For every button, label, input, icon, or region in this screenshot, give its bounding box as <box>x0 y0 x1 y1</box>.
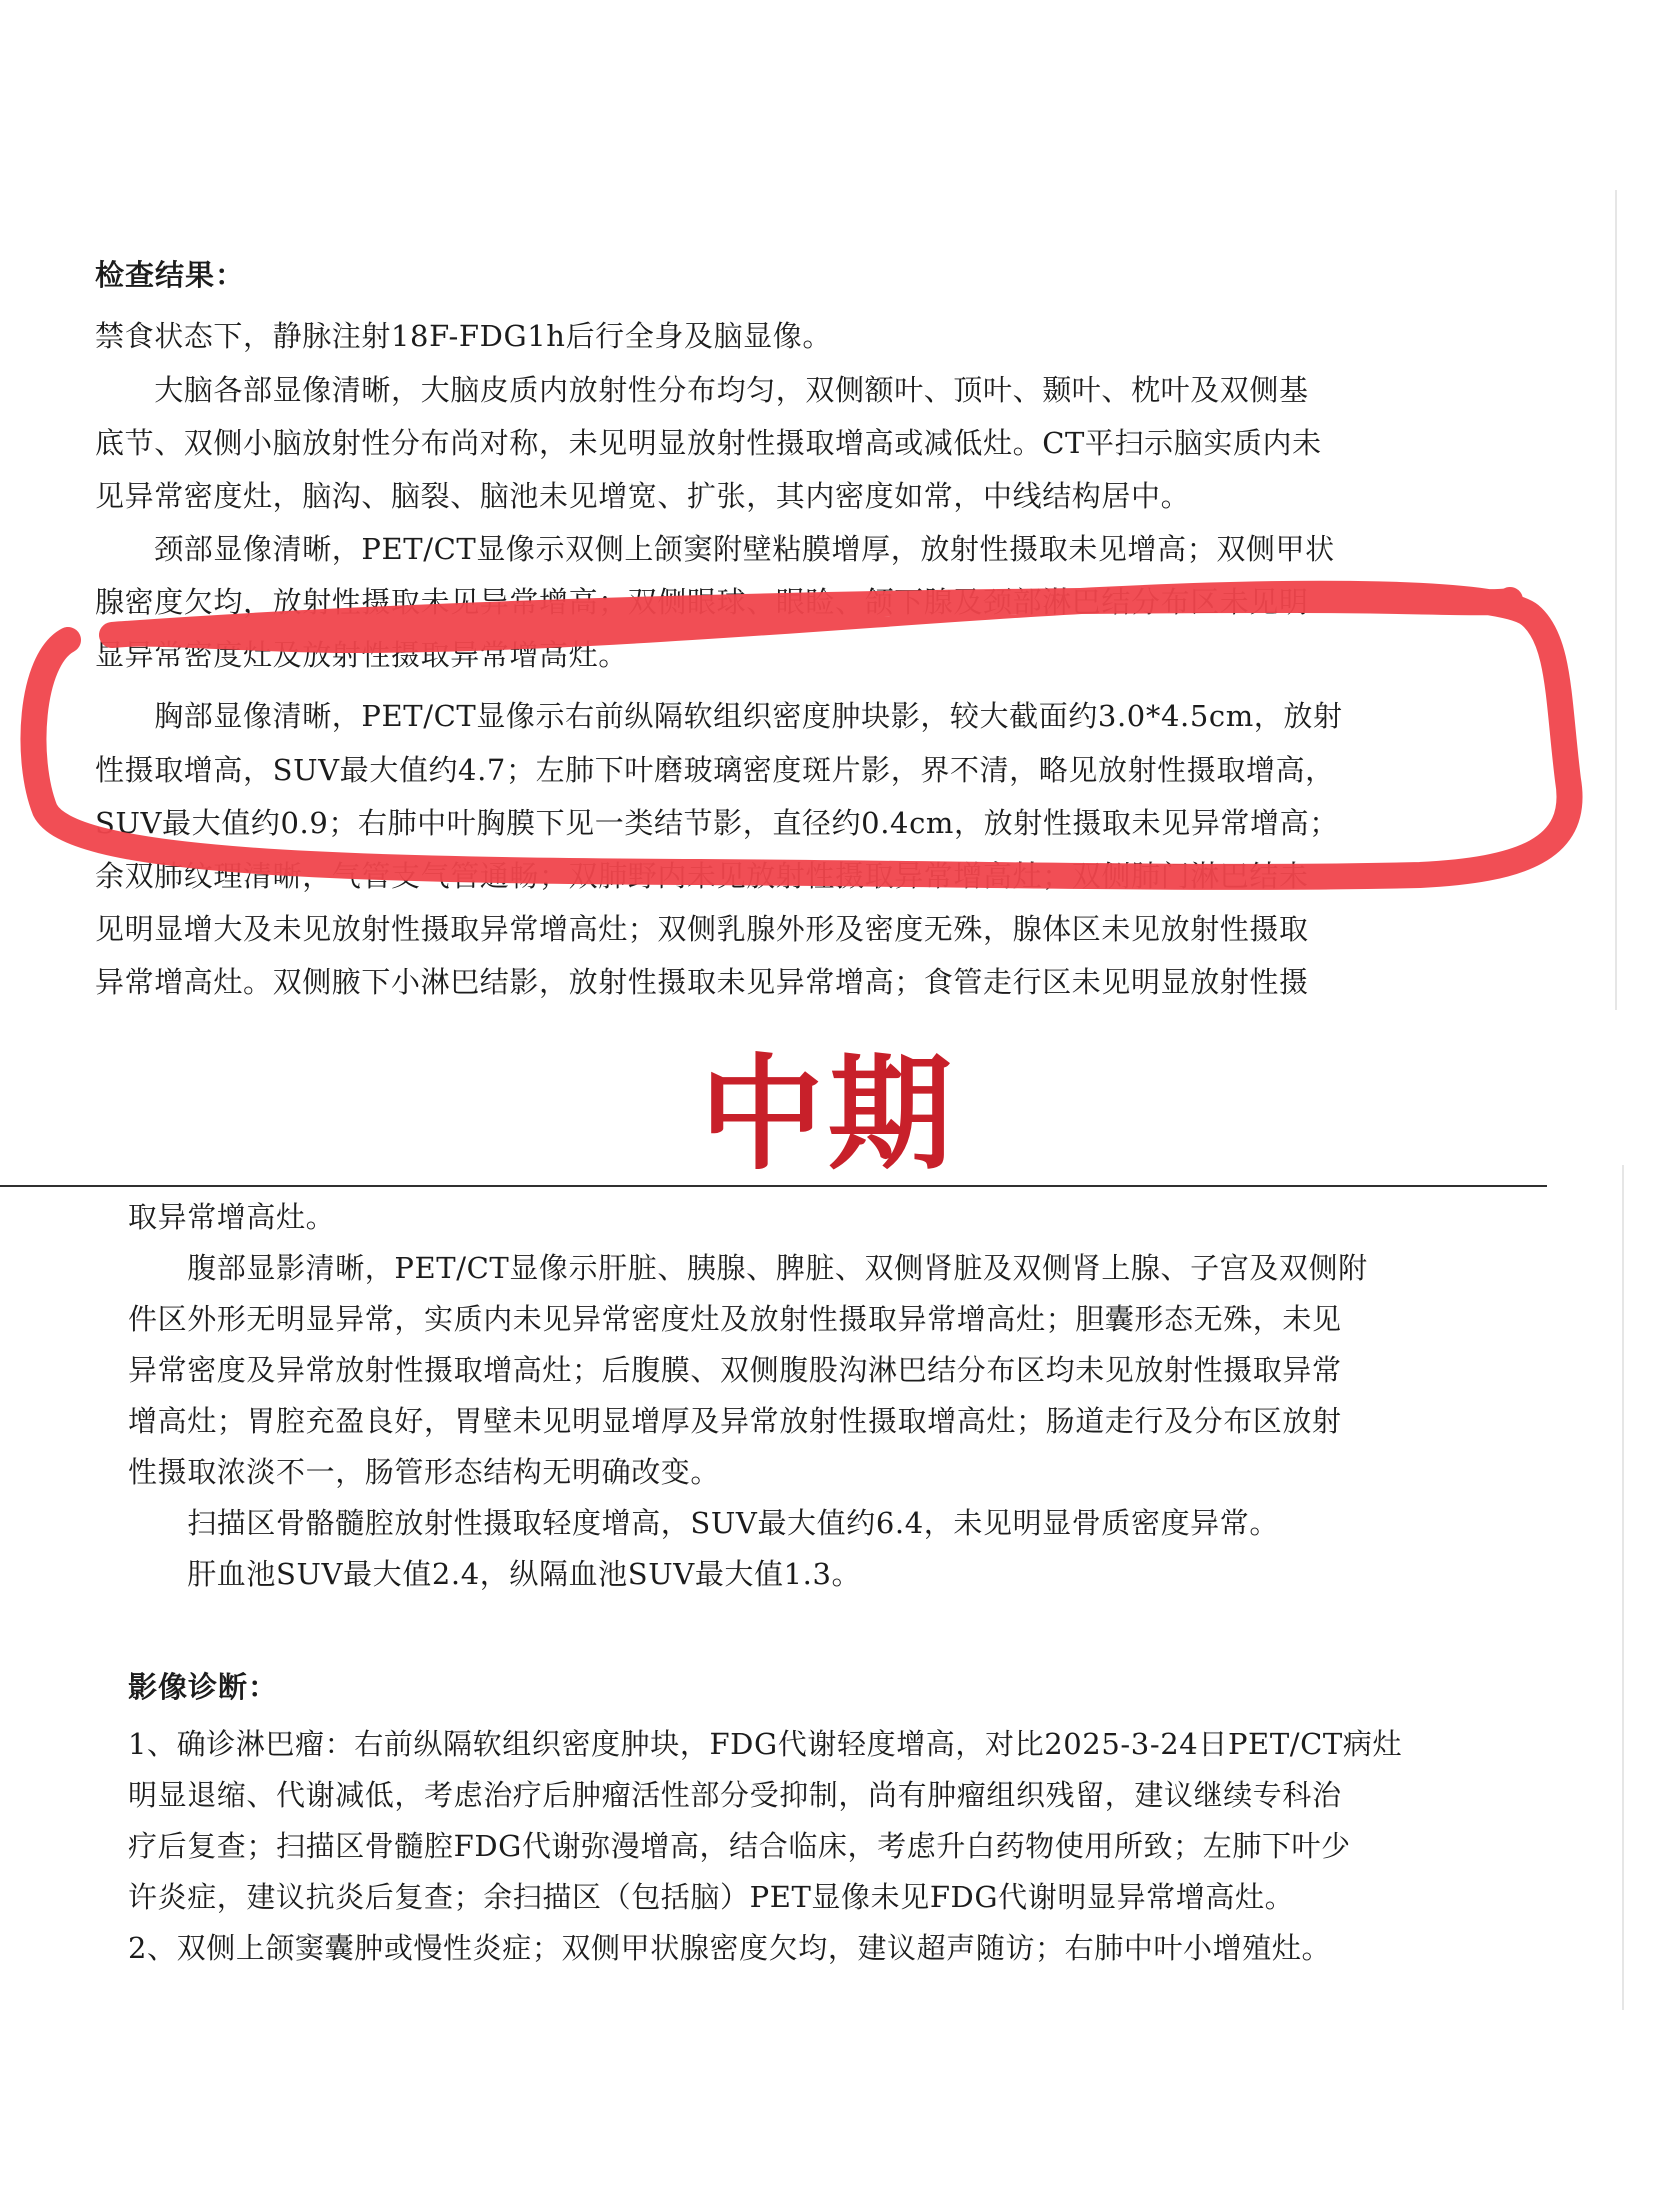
report-line: 胸部显像清晰，PET/CT显像示右前纵隔软组织密度肿块影，较大截面约3.0*4.5cm，放射 <box>95 699 1343 733</box>
report-line: 见异常密度灶，脑沟、脑裂、脑池未见增宽、扩张，其内密度如常，中线结构居中。 <box>95 479 1191 513</box>
diagnosis-line: 明显退缩、代谢减低，考虑治疗后肿瘤活性部分受抑制，尚有肿瘤组织残留，建议继续专科治 <box>128 1778 1342 1812</box>
diagnosis-heading: 影像诊断： <box>128 1670 279 1704</box>
report-line: 扫描区骨骼髓腔放射性摄取轻度增高，SUV最大值约6.4，未见明显骨质密度异常。 <box>128 1506 1279 1540</box>
report-line: 大脑各部显像清晰，大脑皮质内放射性分布均匀，双侧额叶、顶叶、颞叶、枕叶及双侧基 <box>95 373 1309 407</box>
report-line: 肝血池SUV最大值2.4，纵隔血池SUV最大值1.3。 <box>128 1557 862 1591</box>
diagnosis-line: 1、确诊淋巴瘤：右前纵隔软组织密度肿块，FDG代谢轻度增高，对比2025-3-24日PET/CT病灶 <box>128 1727 1403 1761</box>
report-line: 腺密度欠均，放射性摄取未见异常增高；双侧眼球、眼睑、颌下腺及颈部淋巴结分布区未见明 <box>95 585 1309 619</box>
report-line: 异常密度及异常放射性摄取增高灶；后腹膜、双侧腹股沟淋巴结分布区均未见放射性摄取异常 <box>128 1353 1342 1387</box>
diagnosis-line: 许炎症，建议抗炎后复查；余扫描区（包括脑）PET显像未见FDG代谢明显异常增高灶。 <box>128 1880 1295 1914</box>
report-line: 取异常增高灶。 <box>128 1200 336 1234</box>
report-line: SUV最大值约0.9；右肺中叶胸膜下见一类结节影，直径约0.4cm，放射性摄取未见异常增高； <box>95 806 1339 840</box>
report-line: 余双肺纹理清晰，气管支气管通畅；双肺野内未见放射性摄取异常增高灶；双侧肺门淋巴结未 <box>95 859 1309 893</box>
diagnosis-line: 2、双侧上颌窦囊肿或慢性炎症；双侧甲状腺密度欠均，建议超声随访；右肺中叶小增殖灶。 <box>128 1931 1332 1965</box>
report-line: 底节、双侧小脑放射性分布尚对称，未见明显放射性摄取增高或减低灶。CT平扫示脑实质内未 <box>95 426 1322 460</box>
report-line: 件区外形无明显异常，实质内未见异常密度灶及放射性摄取异常增高灶；胆囊形态无殊，未见 <box>128 1302 1342 1336</box>
report-line: 颈部显像清晰，PET/CT显像示双侧上颌窦附壁粘膜增厚，放射性摄取未见增高；双侧甲状 <box>95 532 1335 566</box>
stage-label: 中期 <box>700 1043 957 1187</box>
report-line: 禁食状态下，静脉注射18F-FDG1h后行全身及脑显像。 <box>95 319 832 353</box>
exam-results-heading: 检查结果： <box>95 258 246 292</box>
report-line: 显异常密度灶及放射性摄取异常增高灶。 <box>95 638 628 672</box>
diagnosis-line: 疗后复查；扫描区骨髓腔FDG代谢弥漫增高，结合临床，考虑升白药物使用所致；左肺下叶少 <box>128 1829 1351 1863</box>
report-line: 见明显增大及未见放射性摄取异常增高灶；双侧乳腺外形及密度无殊，腺体区未见放射性摄取 <box>95 912 1309 946</box>
report-line: 增高灶；胃腔充盈良好，胃壁未见明显增厚及异常放射性摄取增高灶；肠道走行及分布区放射 <box>128 1404 1342 1438</box>
report-line: 腹部显影清晰，PET/CT显像示肝脏、胰腺、脾脏、双侧肾脏及双侧肾上腺、子宫及双侧附 <box>128 1251 1368 1285</box>
report-line: 性摄取浓淡不一，肠管形态结构无明确改变。 <box>128 1455 721 1489</box>
report-line: 性摄取增高，SUV最大值约4.7；左肺下叶磨玻璃密度斑片影，界不清，略见放射性摄取增高， <box>95 753 1335 787</box>
report-line: 异常增高灶。双侧腋下小淋巴结影，放射性摄取未见异常增高；食管走行区未见明显放射性摄 <box>95 965 1309 999</box>
